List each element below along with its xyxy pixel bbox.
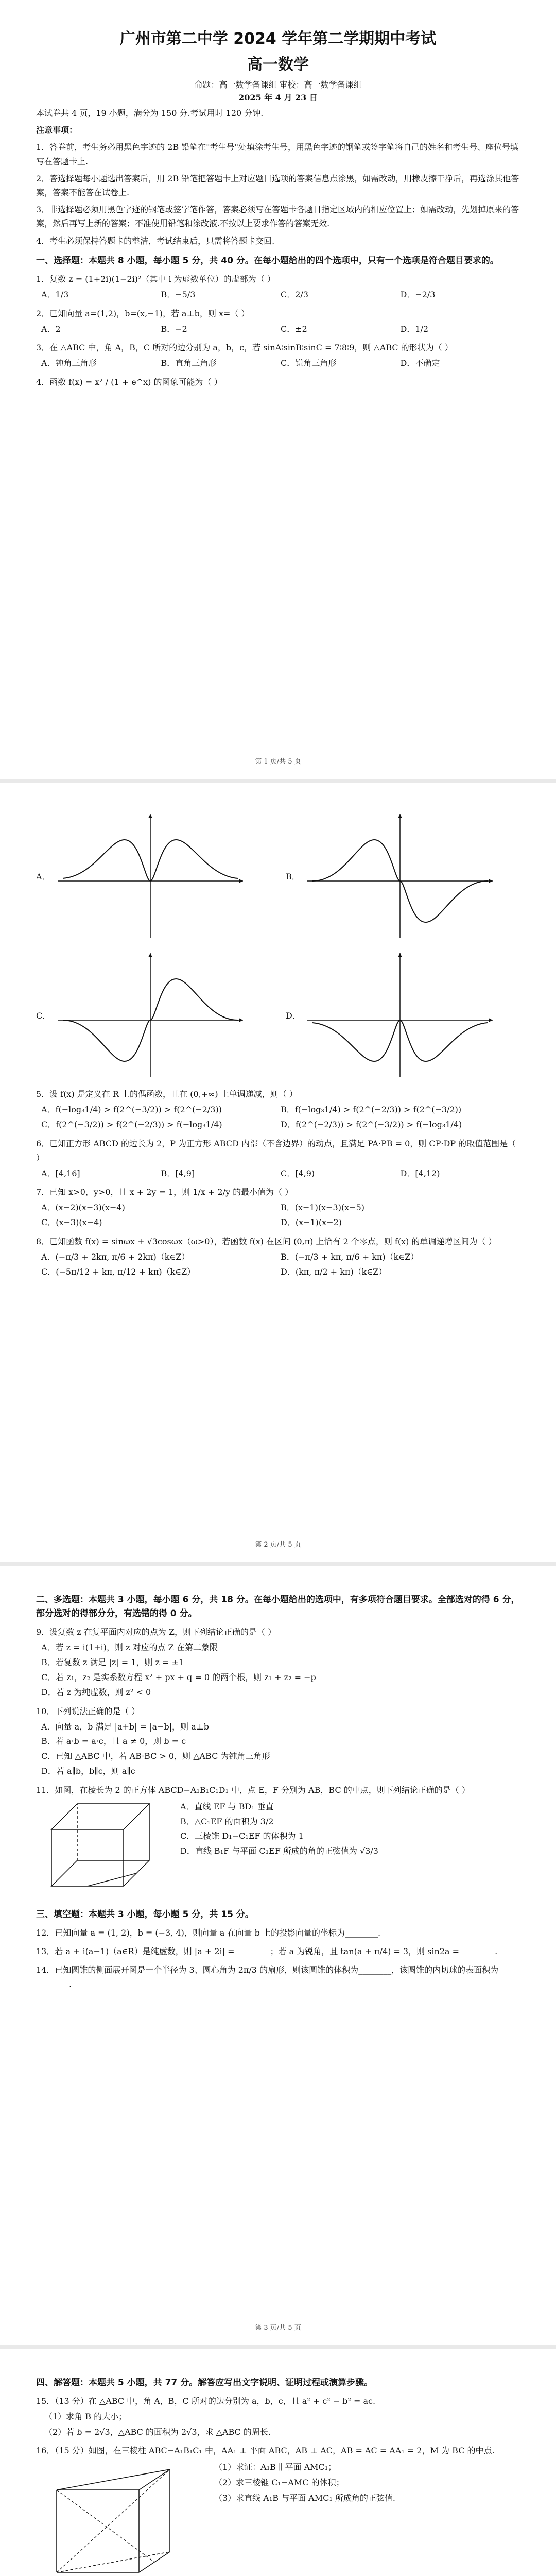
question-4: 4．函数 f(x) = x² / (1 + e^x) 的图象可能为（ ） bbox=[36, 377, 222, 387]
option: D．(x−1)(x−2) bbox=[281, 1217, 342, 1228]
question-10-options bbox=[41, 1720, 520, 1779]
exam-title: 广州市第二中学 2024 学年第二学期期中考试 bbox=[119, 30, 437, 48]
question-16-subs bbox=[206, 2459, 520, 2506]
option: C．(x−3)(x−4) bbox=[41, 1217, 102, 1228]
option: B．−2 bbox=[161, 324, 187, 334]
question-6: 6．已知正方形 ABCD 的边长为 2，P 为正方形 ABCD 内部（不含边界）的动点，且满足 PA·PB = 0，则 CP·DP 的取值范围是（ ） bbox=[36, 1138, 516, 1163]
option: D．f(2^(−2/3)) > f(2^(−3/2)) > f(−log₃1/4) bbox=[281, 1119, 462, 1129]
sub-question: （2）求三棱锥 C₁−AMC 的体积； bbox=[214, 2478, 344, 2488]
section-heading: 一、选择题：本题共 8 小题，每小题 5 分，共 40 分。在每小题给出的四个选项中，只有一个选项是符合题目要求的。 bbox=[36, 255, 499, 266]
graph-label: C． bbox=[36, 1010, 51, 1021]
question-3: 3．在 △ABC 中，角 A，B，C 所对的边分别为 a，b，c，若 sinA∶sinB∶sinC = 7∶8∶9，则 △ABC 的形状为（ ） bbox=[36, 343, 453, 353]
sub-question: （1）求证：A₁B ∥ 平面 AMC₁； bbox=[214, 2462, 337, 2472]
notice-item: 1．答卷前，考生务必用黑色字迹的 2B 铅笔在"考生号"处填涂考生号，用黑色字迹的钢笔或签字笔将自己的姓名和考生号、座位号填写在答题卡上. bbox=[36, 142, 519, 166]
graph-option-b bbox=[286, 809, 520, 943]
option: A．2 bbox=[41, 324, 61, 334]
option: B．若复数 z 满足 |z| = 1，则 z = ±1 bbox=[41, 1657, 184, 1668]
option: C．三棱锥 D₁−C₁EF 的体积为 1 bbox=[180, 1831, 304, 1841]
option: C．锐角三角形 bbox=[281, 358, 337, 368]
question-9-options bbox=[41, 1640, 520, 1700]
graph-a-image bbox=[53, 809, 248, 943]
section-heading: 二、多选题：本题共 3 小题，每小题 6 分，共 18 分。在每小题给出的选项中，有多项符合题目要求。全部选对的得 6 分，部分选对的得部分分，有选错的得 0 分。 bbox=[36, 1595, 520, 1619]
graph-c-image bbox=[53, 948, 248, 1082]
sub-question: （3）求直线 A₁B 与平面 AMC₁ 所成角的正弦值. bbox=[214, 2493, 395, 2503]
graph-label: A． bbox=[36, 871, 50, 882]
page-footer: 第 2 页/共 5 页 bbox=[255, 1541, 301, 1549]
option: D．不确定 bbox=[400, 358, 440, 368]
question-14: 14．已知圆锥的侧面展开图是一个半径为 3、圆心角为 2π/3 的扇形，则该圆锥的体积为________，该圆锥的内切球的表面积为________. bbox=[36, 1964, 499, 1989]
page-1 bbox=[0, 0, 556, 783]
option: D．若 z 为纯虚数，则 z² < 0 bbox=[41, 1687, 151, 1697]
option: B．若 a·b = a·c，且 a ≠ 0，则 b = c bbox=[41, 1736, 186, 1747]
option: B．直角三角形 bbox=[161, 358, 217, 368]
question-2: 2．已知向量 a=(1,2)，b=(x,−1)，若 a⊥b，则 x=（ ） bbox=[36, 308, 250, 318]
option: B．(−π/3 + kπ, π/6 + kπ)（k∈Z） bbox=[281, 1251, 419, 1262]
notice-item: 2．答选择题每小题选出答案后，用 2B 铅笔把答题卡上对应题目选项的答案信息点涂黑，如需改动，用橡皮擦干净后，再选涂其他答案，答案不能答在试卷上. bbox=[36, 173, 519, 197]
option: D．−2/3 bbox=[400, 289, 436, 299]
option: C．已知 △ABC 中，若 AB·BC > 0，则 △ABC 为钝角三角形 bbox=[41, 1751, 270, 1761]
graph-label: D． bbox=[286, 1010, 301, 1021]
option: D．(kπ, π/2 + kπ)（k∈Z） bbox=[281, 1266, 387, 1277]
graph-b-image bbox=[302, 809, 498, 943]
option: B．f(−log₃1/4) > f(2^(−2/3)) > f(2^(−3/2)) bbox=[281, 1105, 462, 1114]
graph-label: B． bbox=[286, 871, 300, 882]
question-7: 7．已知 x>0，y>0，且 x + 2y = 1，则 1/x + 2/y 的最小值为（ ） bbox=[36, 1187, 293, 1197]
option: A．1/3 bbox=[41, 289, 69, 299]
notice-item: 4．考生必须保持答题卡的整洁，考试结束后，只需将答题卡交回. bbox=[36, 235, 275, 246]
question-15: 15．（13 分）在 △ABC 中，角 A，B，C 所对的边分别为 a，b，c，且 a² + c² − b² = ac. bbox=[36, 2396, 376, 2406]
graph-options-row bbox=[36, 948, 520, 1082]
question-1: 1．复数 z = (1+2i)(1−2i)²（其中 i 为虚数单位）的虚部为（ ） bbox=[36, 274, 275, 284]
option: A．若 z = i(1+i)，则 z 对应的点 Z 在第二象限 bbox=[41, 1642, 218, 1653]
option: A．钝角三角形 bbox=[41, 358, 97, 368]
question-13: 13．若 a + i(a−1)（a∈R）是纯虚数，则 |a + 2i| = ________；若 a 为锐角，且 tan(a + π/4) = 3，则 sin2a = ________. bbox=[36, 1946, 498, 1956]
question-16: 16．（15 分）如图，在三棱柱 ABC−A₁B₁C₁ 中，AA₁ ⊥ 平面 ABC，AB ⊥ AC，AB = AC = AA₁ = 2，M 为 BC 的中点. bbox=[36, 2446, 495, 2456]
option: C．2/3 bbox=[281, 289, 308, 299]
question-11-figure-row bbox=[36, 1799, 520, 1902]
page-3 bbox=[0, 1566, 556, 2349]
option: A．f(−log₃1/4) > f(2^(−3/2)) > f(2^(−2/3)) bbox=[41, 1105, 222, 1114]
graph-option-d bbox=[286, 948, 520, 1082]
question-5: 5．设 f(x) 是定义在 R 上的偶函数，且在 (0,+∞) 上单调递减，则（ ） bbox=[36, 1089, 298, 1099]
question-7-options bbox=[41, 1200, 520, 1230]
question-8: 8．已知函数 f(x) = sinωx + √3cosωx（ω>0），若函数 f(x) 在区间 (0,π) 上恰有 2 个零点，则 f(x) 的单调递增区间为（ ） bbox=[36, 1236, 497, 1246]
notice-intro: 本试卷共 4 页，19 小题，满分为 150 分.考试用时 120 分钟. bbox=[36, 108, 264, 118]
option: A．[4,16] bbox=[41, 1168, 80, 1178]
question-5-options bbox=[41, 1103, 520, 1132]
exam-date: 2025 年 4 月 23 日 bbox=[238, 93, 318, 103]
option: A．直线 EF 与 BD₁ 垂直 bbox=[180, 1801, 274, 1811]
question-9: 9．设复数 z 在复平面内对应的点为 Z，则下列结论正确的是（ ） bbox=[36, 1627, 276, 1637]
option: C．(−5π/12 + kπ, π/12 + kπ)（k∈Z） bbox=[41, 1266, 196, 1277]
sub-question: （1）求角 B 的大小； bbox=[44, 2412, 127, 2422]
sub-question: （2）若 b = 2√3，△ABC 的面积为 2√3，求 △ABC 的周长. bbox=[44, 2427, 271, 2437]
question-3-options bbox=[41, 356, 520, 371]
option: C．f(2^(−3/2)) > f(2^(−2/3)) > f(−log₃1/4) bbox=[41, 1119, 222, 1129]
page-4 bbox=[0, 2349, 556, 2576]
notice-item: 3．非选择题必须用黑色字迹的钢笔或签字笔作答，答案必须写在答题卡各题目指定区域内的相应位置上；如需改动，先划掉原来的答案，然后再写上新的答案；不准使用铅笔和涂改液.不按以上要求作答的答案无效. bbox=[36, 205, 519, 229]
question-1-options bbox=[41, 287, 520, 302]
page-2 bbox=[0, 783, 556, 1566]
option: A．(x−2)(x−3)(x−4) bbox=[41, 1202, 125, 1213]
option: B．−5/3 bbox=[161, 289, 196, 299]
option: B．[4,9] bbox=[161, 1168, 195, 1178]
option: D．1/2 bbox=[400, 324, 429, 334]
graph-options-row bbox=[36, 809, 520, 943]
option: B．(x−1)(x−3)(x−5) bbox=[281, 1202, 365, 1213]
graph-d-image bbox=[302, 948, 498, 1082]
option: D．若 a∥b，b∥c，则 a∥c bbox=[41, 1766, 135, 1776]
question-11: 11．如图，在棱长为 2 的正方体 ABCD−A₁B₁C₁D₁ 中，点 E，F 分别为 AB，BC 的中点，则下列结论正确的是（ ） bbox=[36, 1785, 470, 1795]
notice-heading: 注意事项： bbox=[36, 125, 78, 135]
section-heading: 三、填空题：本题共 3 小题，每小题 5 分，共 15 分。 bbox=[36, 1909, 254, 1920]
option: A．向量 a，b 满足 |a+b| = |a−b|，则 a⊥b bbox=[41, 1721, 210, 1732]
section-heading: 四、解答题：本题共 5 小题，共 77 分。解答应写出文字说明、证明过程或演算步骤。 bbox=[36, 2378, 373, 2388]
exam-authors: 命题：高一数学备课组 审校：高一数学备课组 bbox=[194, 80, 362, 90]
option: A．(−π/3 + 2kπ, π/6 + 2kπ)（k∈Z） bbox=[41, 1251, 190, 1262]
question-16-figure-row bbox=[36, 2459, 520, 2576]
option: C．±2 bbox=[281, 324, 307, 334]
question-11-options bbox=[180, 1800, 520, 1859]
option: D．直线 B₁F 与平面 C₁EF 所成的角的正弦值为 √3/3 bbox=[180, 1846, 378, 1856]
question-12: 12．已知向量 a = (1, 2)，b = (−3, 4)，则向量 a 在向量 b 上的投影向量的坐标为________. bbox=[36, 1927, 381, 1938]
question-2-options bbox=[41, 322, 520, 337]
option: C．[4,9) bbox=[281, 1168, 315, 1178]
question-8-options bbox=[41, 1250, 520, 1280]
cube-figure bbox=[36, 1799, 160, 1902]
option: C．若 z₁，z₂ 是实系数方程 x² + px + q = 0 的两个根，则 z₁ + z₂ = −p bbox=[41, 1672, 316, 1682]
graph-option-a bbox=[36, 809, 270, 943]
question-10: 10．下列说法正确的是（ ） bbox=[36, 1706, 140, 1716]
question-6-options bbox=[41, 1166, 520, 1181]
page-footer: 第 3 页/共 5 页 bbox=[255, 2324, 301, 2332]
option: B．△C₁EF 的面积为 3/2 bbox=[180, 1816, 274, 1826]
option: D．[4,12) bbox=[400, 1168, 440, 1178]
exam-subject: 高一数学 bbox=[247, 56, 309, 74]
prism-figure bbox=[36, 2459, 190, 2576]
graph-option-c bbox=[36, 948, 270, 1082]
page-footer: 第 1 页/共 5 页 bbox=[255, 758, 301, 766]
